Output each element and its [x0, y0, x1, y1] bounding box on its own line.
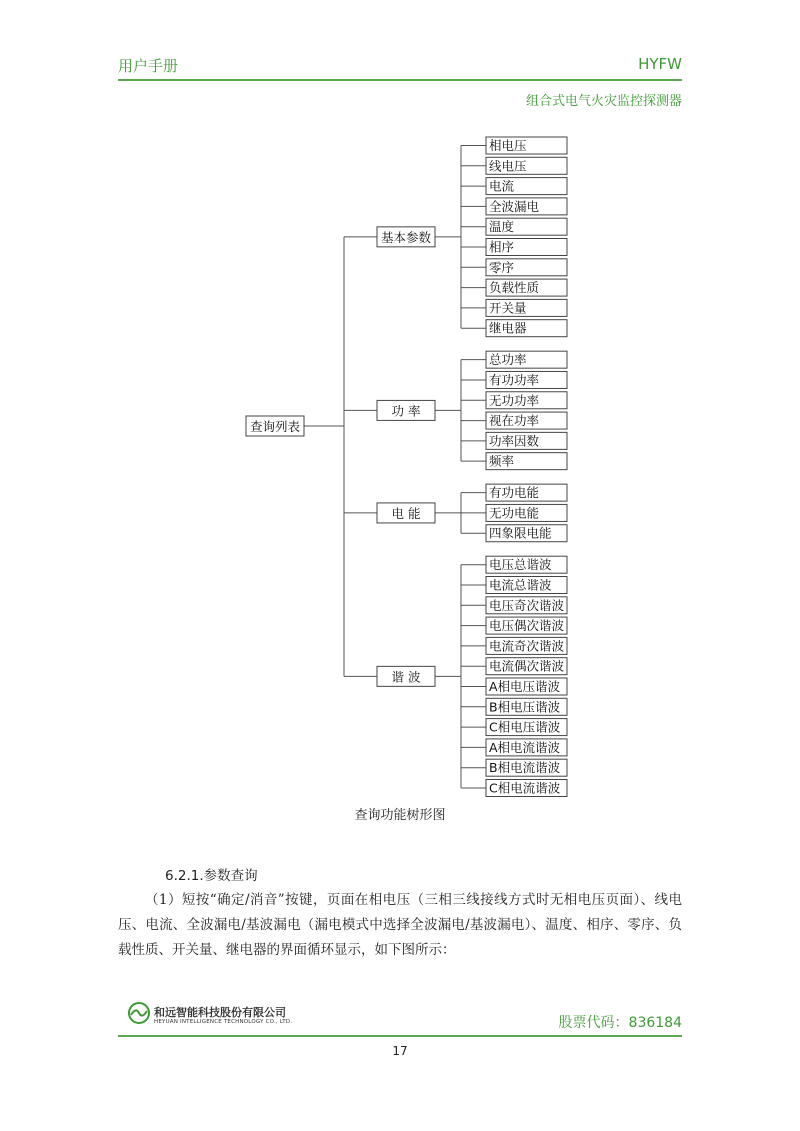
group-node-label: 基本参数	[380, 229, 432, 245]
leaf-node-label: 线电压	[489, 158, 527, 174]
leaf-node-label: 电压偶次谐波	[489, 618, 565, 634]
header-subtitle: 组合式电气火灾监控探测器	[525, 94, 682, 109]
leaf-node-label: 无功电能	[489, 505, 540, 521]
root-node-label: 查询列表	[249, 419, 301, 434]
leaf-node-label: 零序	[489, 259, 515, 275]
leaf-node-label: A相电压谐波	[489, 678, 561, 694]
header-product-code: HYFW	[638, 55, 682, 73]
leaf-node-label: A相电流谐波	[489, 739, 561, 755]
leaf-node-label: 有功功率	[489, 372, 540, 388]
group-node-label: 谐 波	[391, 669, 421, 685]
leaf-node-label: 电压总谐波	[489, 557, 552, 573]
section-paragraph: （1）短按“确定/消音”按键，页面在相电压（三相三线接线方式时无相电压页面）、线电压、电流、全波漏电/基波漏电（漏电模式中选择全波漏电/基波漏电）、温度、相序、零序、负载性质、开关量、继电器的界面循环显示，如下图所示：	[118, 892, 682, 958]
section-title: 6.2.1.参数查询	[165, 868, 258, 884]
leaf-node-label: 相电压	[489, 138, 527, 153]
leaf-node-label: 总功率	[489, 352, 527, 368]
leaf-node-label: C相电压谐波	[489, 719, 561, 735]
leaf-node-label: 无功功率	[489, 392, 540, 408]
leaf-node-label: 电流奇次谐波	[489, 638, 565, 654]
page-number: 17	[392, 1044, 408, 1058]
header-title: 用户手册	[118, 57, 179, 75]
leaf-node-label: B相电流谐波	[489, 760, 561, 776]
leaf-node-label: 电压奇次谐波	[489, 597, 565, 613]
leaf-node-label: B相电压谐波	[489, 699, 561, 715]
leaf-node-label: 开关量	[489, 300, 527, 316]
tree-nodes	[246, 137, 567, 796]
diagram-caption: 查询功能树形图	[354, 808, 446, 823]
group-node-label: 功 率	[391, 403, 421, 419]
leaf-node-label: 功率因数	[489, 433, 540, 449]
leaf-node-label: 全波漏电	[489, 198, 540, 214]
leaf-node-label: 电流	[489, 178, 515, 194]
leaf-node-label: 有功电能	[489, 485, 540, 501]
leaf-node-label: 四象限电能	[489, 525, 552, 541]
company-logo-icon	[128, 1002, 150, 1024]
group-node-label: 电 能	[391, 505, 421, 521]
leaf-node-label: 视在功率	[489, 413, 540, 429]
leaf-node-label: 继电器	[489, 320, 527, 336]
footer-divider	[118, 1035, 682, 1037]
leaf-node-label: 负载性质	[489, 280, 540, 296]
leaf-node-label: 电流偶次谐波	[489, 658, 565, 674]
company-name-cn: 和远智能科技股份有限公司	[154, 1006, 286, 1019]
leaf-node-label: C相电流谐波	[489, 780, 561, 796]
stock-code: 股票代码：836184	[558, 1015, 682, 1031]
leaf-node-label: 频率	[489, 453, 515, 469]
leaf-node-label: 温度	[489, 219, 515, 235]
leaf-node-label: 相序	[489, 239, 515, 255]
company-name-en: HEYUAN INTELLIGENCE TECHNOLOGY CO., LTD.	[154, 1019, 293, 1025]
leaf-node-label: 电流总谐波	[489, 577, 552, 593]
